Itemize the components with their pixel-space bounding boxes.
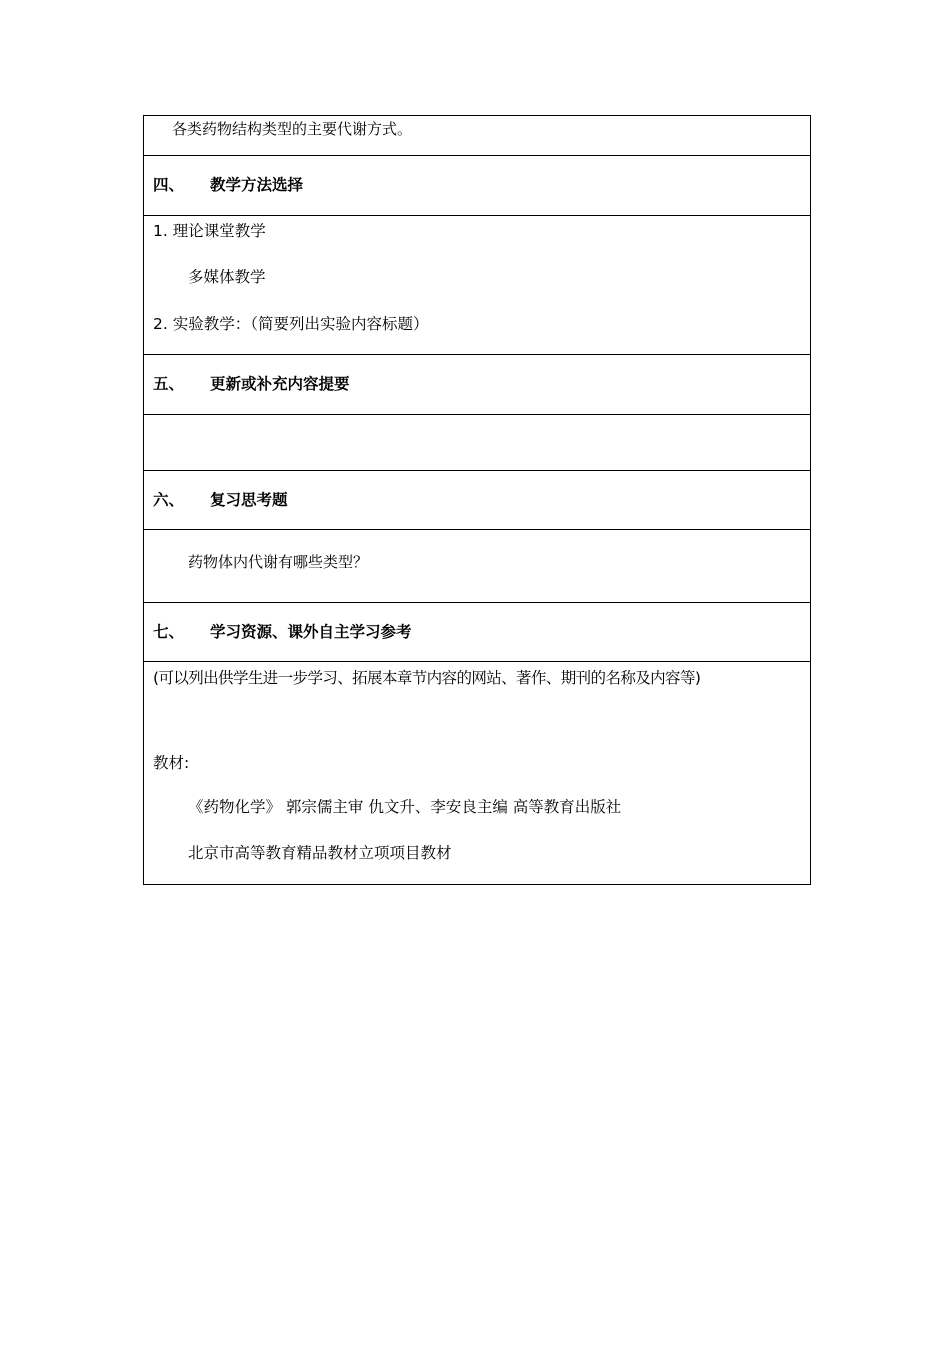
- section-5-body: [144, 415, 810, 471]
- section-4-header: [144, 156, 810, 216]
- method-item-1-detail: 多媒体教学: [188, 268, 266, 286]
- method-item-1: 1. 理论课堂教学: [153, 222, 266, 240]
- intro-text: 各类药物结构类型的主要代谢方式。: [172, 120, 413, 138]
- review-question: 药物体内代谢有哪些类型？: [188, 553, 369, 571]
- textbook-citation: 《药物化学》 郭宗儒主审 仇文升、李安良主编 高等教育出版社: [188, 798, 622, 816]
- section-7-header: [144, 603, 810, 662]
- section-5-title: 更新或补充内容提要: [210, 375, 350, 393]
- method-item-2: 2. 实验教学：（简要列出实验内容标题）: [153, 315, 429, 333]
- section-4-title: 教学方法选择: [210, 176, 304, 194]
- section-7-title: 学习资源、课外自主学习参考: [210, 623, 412, 641]
- resources-note: (可以列出供学生进一步学习、拓展本章节内容的网站、著作、期刊的名称及内容等): [153, 669, 701, 687]
- section-6-title: 复习思考题: [210, 491, 288, 509]
- section-6-header: [144, 471, 810, 530]
- section-5-header: [144, 355, 810, 415]
- syllabus-table: [143, 115, 811, 885]
- textbook-note: 北京市高等教育精品教材立项项目教材: [188, 844, 452, 862]
- section-7-body: [144, 662, 810, 884]
- intro-row: [144, 116, 810, 156]
- section-6-body: [144, 530, 810, 603]
- section-4-number: 四、: [153, 176, 185, 194]
- section-7-number: 七、: [153, 623, 185, 641]
- textbook-label: 教材:: [153, 754, 190, 772]
- section-6-number: 六、: [153, 491, 185, 509]
- section-5-number: 五、: [153, 375, 185, 393]
- section-4-body: [144, 216, 810, 355]
